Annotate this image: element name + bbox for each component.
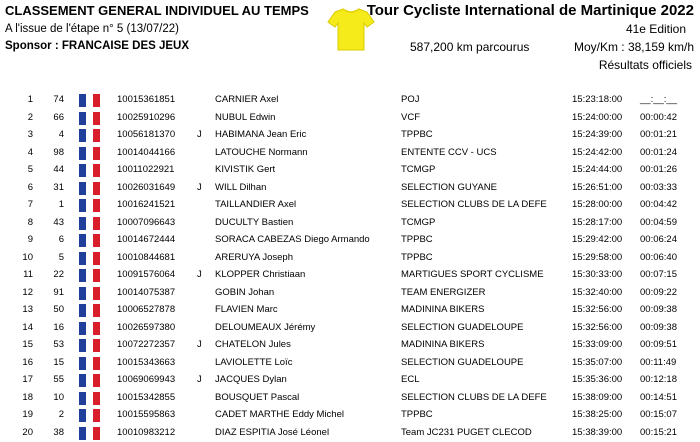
table-row — [0, 302, 700, 320]
french-flag-icon — [79, 217, 100, 230]
time-cell: 15:26:51:00 — [572, 182, 622, 193]
license-cell: 10069069943 — [117, 374, 175, 385]
table-row — [0, 92, 700, 110]
bib-cell: 4 — [59, 129, 64, 140]
gap-cell: __:__:__ — [640, 94, 677, 105]
time-cell: 15:32:40:00 — [572, 287, 622, 298]
team-cell: TPPBC — [401, 234, 433, 245]
time-cell: 15:33:09:00 — [572, 339, 622, 350]
time-cell: 15:30:33:00 — [572, 269, 622, 280]
french-flag-icon — [79, 252, 100, 265]
rider-name-cell: TAILLANDIER Axel — [215, 199, 296, 210]
race-title: Tour Cycliste International de Martinique 2022 — [367, 2, 694, 19]
french-flag-icon — [79, 409, 100, 422]
rank-cell: 12 — [22, 287, 33, 298]
time-cell: 15:29:58:00 — [572, 252, 622, 263]
bib-cell: 6 — [59, 234, 64, 245]
time-cell: 15:32:56:00 — [572, 322, 622, 333]
rider-name-cell: JACQUES Dylan — [215, 374, 287, 385]
rank-cell: 19 — [22, 409, 33, 420]
team-cell: SELECTION GUADELOUPE — [401, 322, 523, 333]
license-cell: 10072272357 — [117, 339, 175, 350]
rank-cell: 2 — [28, 112, 33, 123]
time-cell: 15:38:39:00 — [572, 427, 622, 438]
bib-cell: 91 — [53, 287, 64, 298]
category-cell: J — [197, 129, 202, 140]
gap-cell: 00:01:24 — [640, 147, 677, 158]
rider-name-cell: DIAZ ESPITIA José Léonel — [215, 427, 329, 438]
license-cell: 10007096643 — [117, 217, 175, 228]
time-cell: 15:24:42:00 — [572, 147, 622, 158]
time-cell: 15:38:09:00 — [572, 392, 622, 403]
rank-cell: 8 — [28, 217, 33, 228]
gap-cell: 00:15:07 — [640, 409, 677, 420]
gap-cell: 00:14:51 — [640, 392, 677, 403]
rank-cell: 3 — [28, 129, 33, 140]
french-flag-icon — [79, 392, 100, 405]
time-cell: 15:32:56:00 — [572, 304, 622, 315]
table-row — [0, 197, 700, 215]
table-row — [0, 127, 700, 145]
license-cell: 10015595863 — [117, 409, 175, 420]
gap-cell: 00:09:38 — [640, 304, 677, 315]
standings-table — [0, 92, 700, 442]
rank-cell: 16 — [22, 357, 33, 368]
rider-name-cell: LAVIOLETTE Loïc — [215, 357, 292, 368]
license-cell: 10014075387 — [117, 287, 175, 298]
gap-cell: 00:09:22 — [640, 287, 677, 298]
team-cell: SELECTION GUYANE — [401, 182, 497, 193]
table-row — [0, 250, 700, 268]
team-cell: SELECTION CLUBS DE LA DEFE — [401, 199, 547, 210]
team-cell: Team JC231 PUGET CLECOD — [401, 427, 532, 438]
team-cell: MADININA BIKERS — [401, 304, 484, 315]
table-row — [0, 162, 700, 180]
french-flag-icon — [79, 112, 100, 125]
gap-cell: 00:12:18 — [640, 374, 677, 385]
rank-cell: 20 — [22, 427, 33, 438]
team-cell: TPPBC — [401, 252, 433, 263]
team-cell: POJ — [401, 94, 419, 105]
french-flag-icon — [79, 129, 100, 142]
table-row — [0, 285, 700, 303]
license-cell: 10014044166 — [117, 147, 175, 158]
team-cell: TEAM ENERGIZER — [401, 287, 485, 298]
gap-cell: 00:11:49 — [640, 357, 676, 368]
time-cell: 15:24:00:00 — [572, 112, 622, 123]
rider-name-cell: KIVISTIK Gert — [215, 164, 275, 175]
team-cell: ENTENTE CCV - UCS — [401, 147, 497, 158]
table-row — [0, 320, 700, 338]
gap-cell: 00:07:15 — [640, 269, 677, 280]
rank-cell: 10 — [22, 252, 33, 263]
time-cell: 15:24:44:00 — [572, 164, 622, 175]
bib-cell: 1 — [59, 199, 64, 210]
team-cell: MARTIGUES SPORT CYCLISME — [401, 269, 544, 280]
category-cell: J — [197, 269, 202, 280]
team-cell: TCMGP — [401, 217, 435, 228]
license-cell: 10026031649 — [117, 182, 175, 193]
bib-cell: 55 — [53, 374, 64, 385]
rank-cell: 9 — [28, 234, 33, 245]
french-flag-icon — [79, 287, 100, 300]
time-cell: 15:38:25:00 — [572, 409, 622, 420]
table-row — [0, 407, 700, 425]
rank-cell: 1 — [28, 94, 33, 105]
rider-name-cell: LATOUCHE Normann — [215, 147, 308, 158]
time-cell: 15:23:18:00 — [572, 94, 622, 105]
bib-cell: 2 — [59, 409, 64, 420]
table-row — [0, 215, 700, 233]
table-row — [0, 425, 700, 442]
license-cell: 10014672444 — [117, 234, 175, 245]
bib-cell: 10 — [53, 392, 64, 403]
rider-name-cell: FLAVIEN Marc — [215, 304, 278, 315]
team-cell: VCF — [401, 112, 420, 123]
rider-name-cell: BOUSQUET Pascal — [215, 392, 299, 403]
team-cell: TCMGP — [401, 164, 435, 175]
license-cell: 10015342855 — [117, 392, 175, 403]
gap-cell: 00:00:42 — [640, 112, 677, 123]
time-cell: 15:28:17:00 — [572, 217, 622, 228]
category-cell: J — [197, 374, 202, 385]
table-row — [0, 337, 700, 355]
sponsor-label: Sponsor : FRANCAISE DES JEUX — [5, 40, 189, 52]
rider-name-cell: NUBUL Edwin — [215, 112, 275, 123]
french-flag-icon — [79, 427, 100, 440]
table-row — [0, 145, 700, 163]
gap-cell: 00:04:42 — [640, 199, 677, 210]
team-cell: ECL — [401, 374, 419, 385]
french-flag-icon — [79, 322, 100, 335]
stage-subtitle: A l'issue de l'étape n° 5 (13/07/22) — [5, 23, 179, 35]
bib-cell: 44 — [53, 164, 64, 175]
page-title: CLASSEMENT GENERAL INDIVIDUEL AU TEMPS — [5, 3, 309, 18]
rider-name-cell: ARERUYA Joseph — [215, 252, 293, 263]
license-cell: 10016241521 — [117, 199, 175, 210]
rank-cell: 13 — [22, 304, 33, 315]
bib-cell: 98 — [53, 147, 64, 158]
table-row — [0, 372, 700, 390]
french-flag-icon — [79, 304, 100, 317]
rider-name-cell: CARNIER Axel — [215, 94, 278, 105]
license-cell: 10015361851 — [117, 94, 175, 105]
team-cell: TPPBC — [401, 409, 433, 420]
official-results-label: Résultats officiels — [599, 58, 692, 72]
time-cell: 15:29:42:00 — [572, 234, 622, 245]
table-row — [0, 355, 700, 373]
license-cell: 10091576064 — [117, 269, 175, 280]
rider-name-cell: HABIMANA Jean Eric — [215, 129, 306, 140]
gap-cell: 00:04:59 — [640, 217, 677, 228]
rank-cell: 4 — [28, 147, 33, 158]
average-speed-label: Moy/Km : 38,159 km/h — [574, 40, 694, 54]
rank-cell: 6 — [28, 182, 33, 193]
rider-name-cell: KLOPPER Christiaan — [215, 269, 305, 280]
team-cell: TPPBC — [401, 129, 433, 140]
gap-cell: 00:01:26 — [640, 164, 677, 175]
gap-cell: 00:03:33 — [640, 182, 677, 193]
license-cell: 10010844681 — [117, 252, 175, 263]
table-row — [0, 390, 700, 408]
license-cell: 10006527878 — [117, 304, 175, 315]
rank-cell: 11 — [23, 269, 33, 280]
rider-name-cell: DUCULTY Bastien — [215, 217, 293, 228]
french-flag-icon — [79, 374, 100, 387]
rider-name-cell: DELOUMEAUX Jérémy — [215, 322, 315, 333]
category-cell: J — [197, 182, 202, 193]
french-flag-icon — [79, 94, 100, 107]
gap-cell: 00:06:40 — [640, 252, 677, 263]
team-cell: MADININA BIKERS — [401, 339, 484, 350]
edition-label: 41e Edition — [626, 22, 686, 36]
bib-cell: 16 — [53, 322, 64, 333]
time-cell: 15:24:39:00 — [572, 129, 622, 140]
french-flag-icon — [79, 147, 100, 160]
french-flag-icon — [79, 199, 100, 212]
license-cell: 10010983212 — [117, 427, 175, 438]
time-cell: 15:35:36:00 — [572, 374, 622, 385]
rank-cell: 7 — [28, 199, 33, 210]
table-row — [0, 180, 700, 198]
license-cell: 10025910296 — [117, 112, 175, 123]
french-flag-icon — [79, 357, 100, 370]
bib-cell: 66 — [53, 112, 64, 123]
bib-cell: 5 — [59, 252, 64, 263]
time-cell: 15:28:00:00 — [572, 199, 622, 210]
bib-cell: 74 — [53, 94, 64, 105]
license-cell: 10015343663 — [117, 357, 175, 368]
french-flag-icon — [79, 234, 100, 247]
french-flag-icon — [79, 339, 100, 352]
gap-cell: 00:15:21 — [640, 427, 677, 438]
rank-cell: 15 — [22, 339, 33, 350]
license-cell: 10026597380 — [117, 322, 175, 333]
gap-cell: 00:09:38 — [640, 322, 677, 333]
rider-name-cell: WILL Dilhan — [215, 182, 266, 193]
bib-cell: 50 — [53, 304, 64, 315]
bib-cell: 22 — [53, 269, 64, 280]
rank-cell: 14 — [22, 322, 33, 333]
bib-cell: 31 — [53, 182, 64, 193]
rider-name-cell: CADET MARTHE Eddy Michel — [215, 409, 344, 420]
rank-cell: 18 — [22, 392, 33, 403]
table-row — [0, 232, 700, 250]
rider-name-cell: CHATELON Jules — [215, 339, 291, 350]
license-cell: 10056181370 — [117, 129, 175, 140]
bib-cell: 15 — [53, 357, 64, 368]
french-flag-icon — [79, 182, 100, 195]
rank-cell: 17 — [22, 374, 33, 385]
french-flag-icon — [79, 164, 100, 177]
gap-cell: 00:06:24 — [640, 234, 677, 245]
time-cell: 15:35:07:00 — [572, 357, 622, 368]
gap-cell: 00:01:21 — [640, 129, 677, 140]
table-row — [0, 110, 700, 128]
category-cell: J — [197, 339, 202, 350]
bib-cell: 38 — [53, 427, 64, 438]
gap-cell: 00:09:51 — [640, 339, 677, 350]
team-cell: SELECTION CLUBS DE LA DEFE — [401, 392, 547, 403]
license-cell: 10011022921 — [117, 164, 174, 175]
table-row — [0, 267, 700, 285]
bib-cell: 43 — [53, 217, 64, 228]
rank-cell: 5 — [28, 164, 33, 175]
rider-name-cell: GOBIN Johan — [215, 287, 274, 298]
team-cell: SELECTION GUADELOUPE — [401, 357, 523, 368]
bib-cell: 53 — [53, 339, 64, 350]
rider-name-cell: SORACA CABEZAS Diego Armando — [215, 234, 370, 245]
distance-label: 587,200 km parcourus — [410, 40, 529, 54]
french-flag-icon — [79, 269, 100, 282]
